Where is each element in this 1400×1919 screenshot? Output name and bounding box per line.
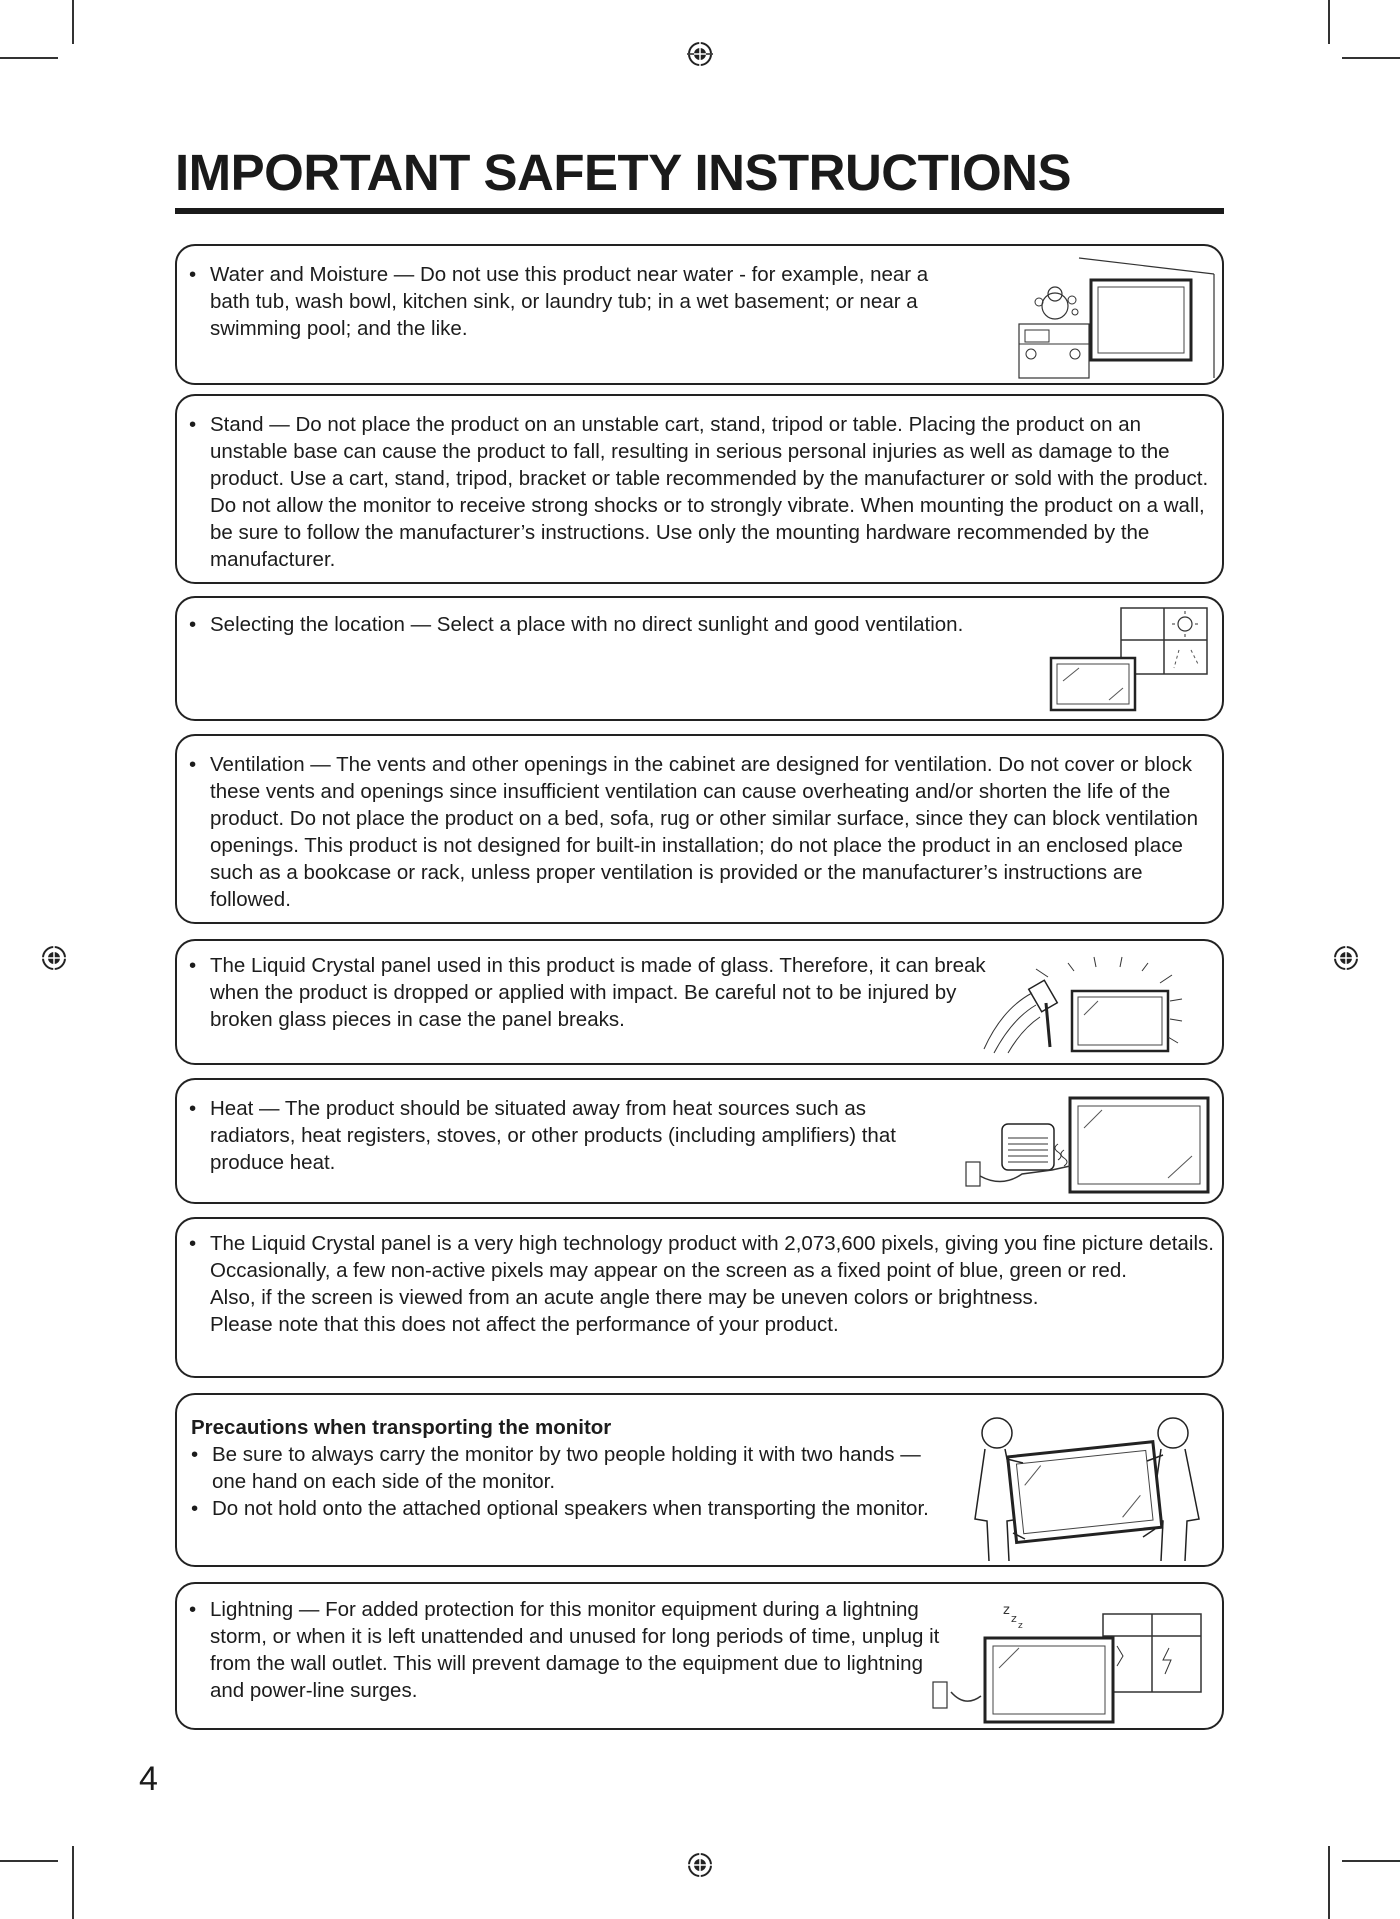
bullet-item: • Heat — The product should be situated away from heat sources such as radiators, heat registers, stoves, or other products (including amplifiers) that produce heat. (189, 1095, 949, 1176)
paragraph: Occasionally, a few non-active pixels may appear on the screen as a fixed point of blue, green or red. (210, 1259, 1127, 1282)
heater-near-monitor-icon (962, 1088, 1212, 1198)
section-ventilation (175, 734, 1224, 924)
crop-mark (1342, 1860, 1400, 1862)
registration-mark-icon (687, 41, 713, 67)
section-transport (175, 1393, 1224, 1567)
svg-text:z: z (1003, 1603, 1010, 1618)
section-text (189, 1230, 1219, 1338)
crop-mark (1328, 0, 1330, 44)
section-text (189, 411, 1219, 573)
section-water-moisture (175, 244, 1224, 385)
two-people-carrying-monitor-icon (967, 1409, 1207, 1563)
paragraph: Also, if the screen is viewed from an acute angle there may be uneven colors or brightness. (210, 1286, 1039, 1309)
crop-mark (1328, 1846, 1330, 1919)
bullet-item (189, 1230, 1219, 1338)
svg-text:z: z (1018, 1621, 1023, 1631)
section-text (189, 261, 934, 342)
section-heat (175, 1078, 1224, 1204)
registration-mark-icon (687, 1852, 713, 1878)
bullet-item: • Ventilation — The vents and other openings in the cabinet are designed for ventilation. Do not cover or block these vents and openings since insufficient ventilation can cause overheating and/or shorten the life of the product. Do not place the product on a bed, sofa, rug or other similar surface, since they can block ventilation openings. This product is not designed for built-in installation; do not place the product in an enclosed place such as a bookcase or rack, unless proper ventilation is provided or the manufacturer’s instructions are followed. (189, 751, 1219, 913)
bullet-item: • Water and Moisture — Do not use this product near water - for example, near a bath tub, wash bowl, kitchen sink, or laundry tub; in a wet basement; or near a swimming pool; and the like. (189, 261, 934, 342)
bullet-item: • Stand — Do not place the product on an unstable cart, stand, tripod or table. Placing the product on an unstable base can cause the product to fall, resulting in serious personal injuries as well as damage to the product. Use a cart, stand, tripod, bracket or table recommended by the manufacturer or sold with the product. Do not allow the monitor to receive strong shocks or to strongly vibrate. When mounting the product on a wall, be sure to follow the manufacturer’s instructions. Use only the mounting hardware recommended by the manufacturer. (189, 411, 1219, 573)
bullet-item: • Do not hold onto the attached optional speakers when transporting the monitor. (191, 1495, 931, 1522)
section-glass-panel (175, 939, 1224, 1065)
section-text (191, 1414, 931, 1522)
crop-mark (0, 1860, 58, 1862)
crop-mark (0, 57, 58, 59)
unplug-during-storm-icon (929, 1596, 1219, 1726)
crop-mark (72, 0, 74, 44)
section-lightning (175, 1582, 1224, 1730)
crop-mark (1342, 57, 1400, 59)
page-number: 4 (139, 1760, 158, 1798)
section-text (189, 611, 1089, 638)
bullet-item: • The Liquid Crystal panel used in this product is made of glass. Therefore, it can break when the product is dropped or applied with impact. Be careful not to be injured by broken glass pieces in case the panel breaks. (189, 952, 989, 1033)
bullet-item: • Be sure to always carry the monitor by two people holding it with two hands — one hand on each side of the monitor. (191, 1441, 931, 1495)
section-pixels (175, 1217, 1224, 1378)
section-location (175, 596, 1224, 721)
hammer-breaking-panel-icon (982, 949, 1212, 1061)
section-text (189, 1596, 949, 1704)
svg-text:z: z (1011, 1612, 1017, 1625)
page-title: IMPORTANT SAFETY INSTRUCTIONS (175, 144, 1071, 201)
title-rule (175, 208, 1224, 214)
registration-mark-icon (1333, 945, 1359, 971)
section-text (189, 751, 1219, 913)
bullet-item: • Lightning — For added protection for this monitor equipment during a lightning storm, or when it is left unattended and unused for long periods of time, unplug it from the wall outlet. This will prevent damage to the equipment due to lightning and power-line surges. (189, 1596, 949, 1704)
bullet-item: • Selecting the location — Select a place with no direct sunlight and good ventilation. (189, 611, 1089, 638)
section-heading: Precautions when transporting the monitor (191, 1416, 612, 1439)
section-text (189, 1095, 949, 1176)
monitor-window-sunlight-icon (1049, 606, 1214, 714)
paragraph: Please note that this does not affect the performance of your product. (210, 1313, 839, 1336)
registration-mark-icon (41, 945, 67, 971)
monitor-near-water-icon (989, 254, 1221, 380)
paragraph: • The Liquid Crystal panel is a very high technology product with 2,073,600 pixels, giving you fine picture details. (210, 1232, 1214, 1255)
section-text (189, 952, 989, 1033)
crop-mark (72, 1846, 74, 1919)
section-stand (175, 394, 1224, 584)
